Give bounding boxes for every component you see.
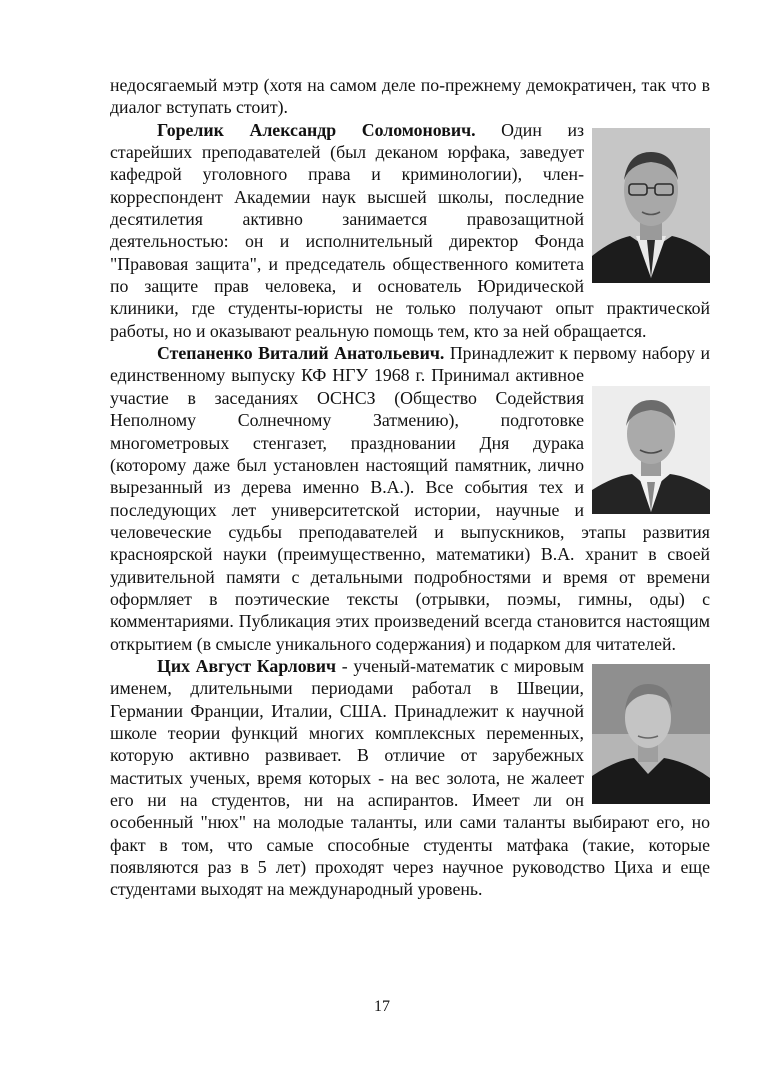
intro-paragraph: недосягаемый мэтр (хотя на самом деле по-прежнему демократичен, так что в диалог вступать стоит). [110, 75, 710, 118]
person-name-tsikh: Цих Август Карлович [157, 655, 337, 676]
bio-text-tsikh: - ученый-математик с мировым именем, длительными периодами работал в Швеции, Германии Франции, Италии, США. Принадлежит к научной школе теории функций многих комплексных переменных, которую активно развивает. В отличие от зарубежных маститых ученых, время которых - на вес золота, не жалеет его ни на студентов, ни на аспирантов. Имеет ли он особенный "нюх" на молодые таланты, или сами таланты выбирают его, но факт в том, что самые способные студенты матфака (такие, которые появляются раз в 5 лет) проходят через научное руководство Циха и еще студентами выходят на международный уровень. [110, 655, 710, 900]
entry-gorelik [110, 119, 710, 342]
portrait-photo-gorelik [592, 128, 710, 283]
entry-tsikh [110, 655, 710, 901]
entry-stepanenko [110, 342, 710, 655]
page-number: 17 [374, 998, 390, 1015]
person-name-stepanenko: Степаненко Виталий Анатольевич. [157, 343, 445, 364]
portrait-photo-tsikh [592, 664, 710, 804]
document-body [110, 74, 710, 901]
bio-text-stepanenko-intro: Принадлежит к первому набору и единственному выпуску КФ НГУ 1968 г. [110, 343, 710, 386]
bio-text-gorelik: Один из старейших преподавателей (был деканом юрфака, заведует кафедрой уголовного права и криминологии), член-корреспондент Академии наук высшей школы, последние десятилетия активно занимается правозащитной деятельностью: он и исполнительный директор Фонда "Правовая защита", и председатель общественного комитета по защите прав человека, и основатель Юридической клиники, где студенты-юристы не только получают опыт практической работы, но и оказывают реальную помощь тем, кто за ней обращается. [110, 119, 710, 341]
person-name-gorelik: Горелик Александр Соломонович. [157, 119, 476, 140]
portrait-photo-stepanenko [592, 386, 710, 514]
bio-text-stepanenko: Принимал активное участие в заседаниях ОСНСЗ (Общество Содействия Неполному Солнечному Затмению), подготовке многометровых стенгазет, праздновании Дня дурака (которому даже был установлен настоящий памятник, лично вырезанный из дерева именно В.А.). Все события тех и последующих лет университетской истории, научные и человеческие судьбы преподавателей и выпускников, этапы развития красноярской науки (преимущественно, математики) В.А. хранит в своей удивительной памяти с детальными подробностями и время от времени оформляет в поэтические тексты (отрывки, поэмы, гимны, оды) с комментариями. Публикация этих произведений всегда становится настоящим открытием (в смысле уникального содержания) и подарком для читателей. [110, 365, 710, 654]
